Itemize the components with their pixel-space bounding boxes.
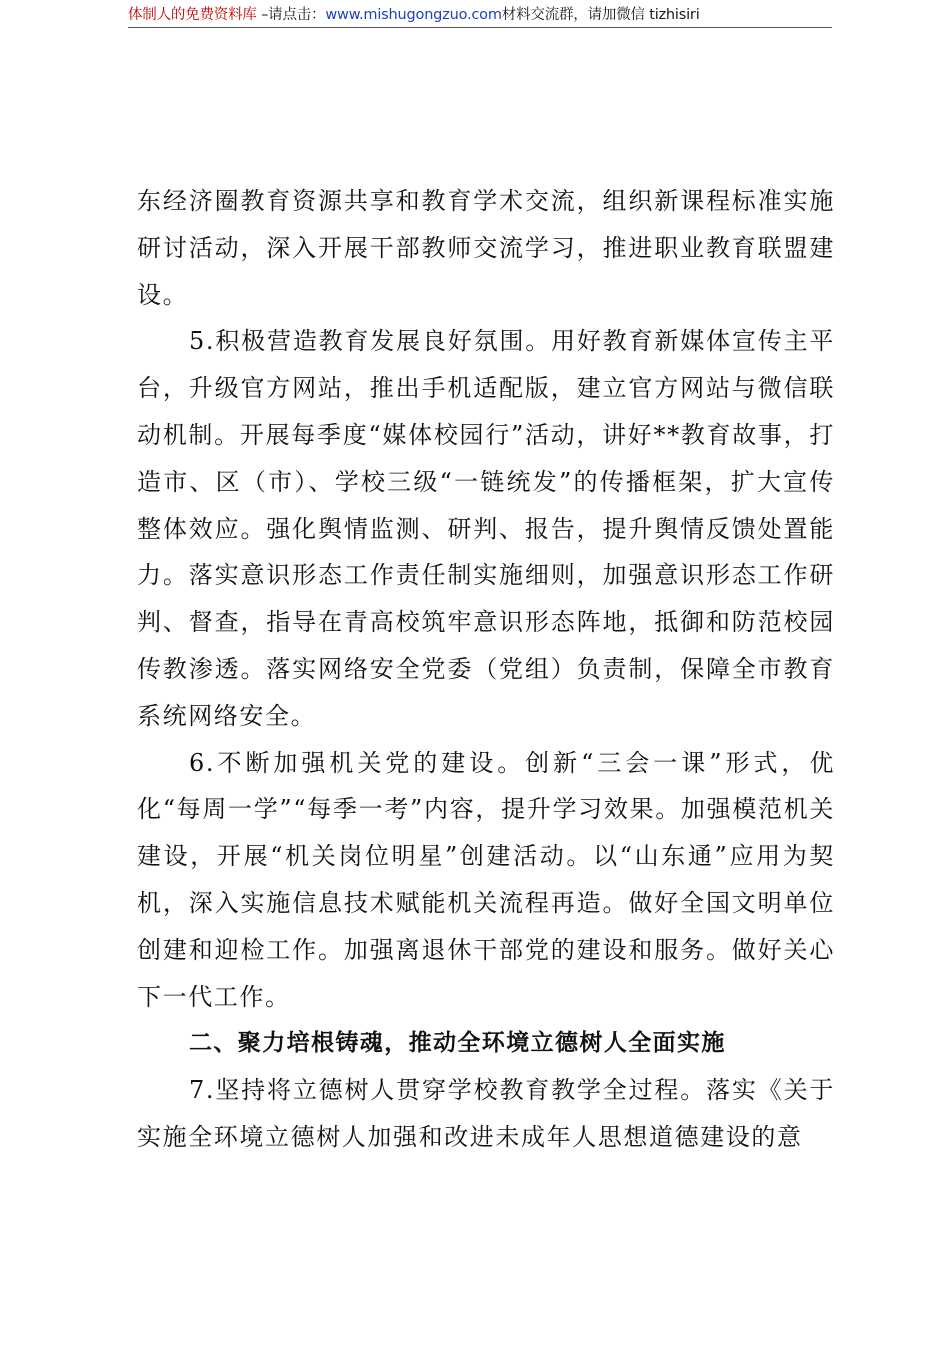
- header-prompt: –请点击：: [256, 7, 326, 23]
- paragraph-item-5: 5.积极营造教育发展良好氛围。用好教育新媒体宣传主平台，升级官方网站，推出手机适配版，建立官方网站与微信联动机制。开展每季度“媒体校园行”活动，讲好**教育故事，打造市、区（市）、学校三级“一链统发”的传播框架，扩大宣传整体效应。强化舆情监测、研判、报告，提升舆情反馈处置能力。落实意识形态工作责任制实施细则，加强意识形态工作研判、督查，指导在青高校筑牢意识形态阵地，抵御和防范校园传教渗透。落实网络安全党委（党组）负责制，保障全市教育系统网络安全。: [137, 327, 835, 730]
- header-brand[interactable]: 体制人的免费资料库: [128, 7, 257, 23]
- header-url-link[interactable]: www.mishugongzuo.com: [325, 7, 502, 23]
- header-divider: [128, 27, 832, 28]
- section-heading-2: 二、聚力培根铸魂，推动全环境立德树人全面实施: [189, 1030, 726, 1057]
- header-suffix: 材料交流群，请加微信 tizhisiri: [501, 7, 700, 23]
- paragraph-continued: 东经济圈教育资源共享和教育学术交流，组织新课程标准实施研讨活动，深入开展干部教师交流学习，推进职业教育联盟建设。: [137, 187, 835, 309]
- page-header: [128, 4, 832, 26]
- paragraph-item-7: 7.坚持将立德树人贯穿学校教育教学全过程。落实《关于实施全环境立德树人加强和改进未成年人思想道德建设的意: [137, 1076, 835, 1151]
- document-body: [137, 178, 835, 1161]
- paragraph-item-6: 6.不断加强机关党的建设。创新“三会一课”形式，优化“每周一学”“每季一考”内容，提升学习效果。加强模范机关建设，开展“机关岗位明星”创建活动。以“山东通”应用为契机，深入实施信息技术赋能机关流程再造。做好全国文明单位创建和迎检工作。加强离退休干部党的建设和服务。做好关心下一代工作。: [137, 748, 835, 1011]
